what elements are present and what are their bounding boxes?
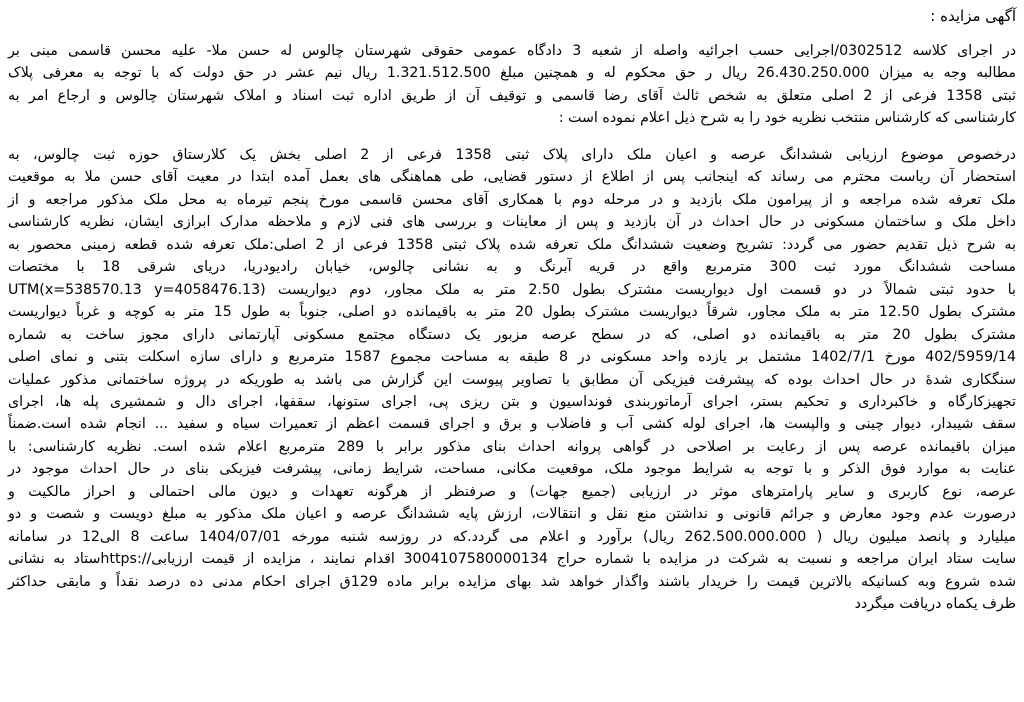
text-line: سایت ستاد ایران مراجعه و نسبت به شرکت در مزایده با شماره حراج 3004107580000134 اقدام نمایند ، مزایده از قیمت ارزیابی//:httpsستاد به نشانی (8, 551, 1016, 568)
text-line: درصورت عدم وجود معارض و جرائم قانونی و نداشتن منع نقل و انتقالات، ارزش پایه ششدانگ عرصه و اعیان ملک مذکور به مبلغ دویست و شصت و دو (8, 506, 1016, 523)
text-line: مشترک بطول 20 متر به باقیمانده دو اصلی، که در سطح عرصه مزبور یک دستگاه مجتمع مسکونی آپارتمانی دارای مجوز ساخت به شماره (8, 326, 1017, 343)
text-line: مساحت ششدانگ مورد ثبت 300 مترمربع واقع در قریه آبرنگ و به نشانی چالوس، خیابان رادیودریا، دریای شرقی 18 با مختصات (8, 259, 1016, 276)
text-line: ثبتی 1358 فرعی از 2 اصلی متعلق به شخص ثالث آقای رضا قاسمی و توقیف آن از طریق اداره ثبت اسناد و املاک شهرستان چالوس و ارجاع امر به (8, 87, 1016, 104)
text-line: کارشناسی که کارشناس منتخب نظریه خود را به شرح ذیل اعلام نموده است : (558, 110, 1016, 127)
text-line: میلیارد و پانصد میلیون ریال ( 262.500.000.000 ریال) برآورد و اعلام می گردد.که در روزسه شنبه مورخه 1404/07/01 ساعت 8 الی12 در سامانه (8, 528, 1016, 545)
text-line: ملک تعرفه شده مراجعه و از پیرامون ملک بازدید و در مرحله دوم با همکاری آقای محسن قاسمی مورخ پنجم تیرماه به محل ملک مذکور مراجعه و از (8, 191, 1016, 208)
notice-title: آگهی مزایده : (930, 7, 1016, 25)
text-line: درخصوص موضوع ارزیابی ششدانگ عرصه و اعیان ملک دارای پلاک ثبتی 1358 فرعی از 2 اصلی بخش یک کلارستاق حوزه ثبت چالوس، به (8, 147, 1016, 163)
text-line: ظرف یکماه دریافت میگردد (854, 596, 1016, 612)
text-line: در اجرای کلاسه 0302512/اجرایی حسب اجرائیه واصله از شعبه 3 دادگاه عمومی حقوقی شهرستان چالوس له حسن ملا- علیه محسن قاسمی مبنی بر (8, 43, 1017, 59)
text-line: تجهیزکارگاه و خاکبرداری و تحکیم بستر، اجرای آرماتوربندی فونداسیون و بتن ریزی پی، اجرای ستونها، سقفها، اجرای دال و شمشیری پله ها، اجرای (8, 393, 1016, 410)
text-line: با حدود ثبتی شمالاً در دو قسمت اول دیواریست مشترک بطول 2.50 متر به ملک مجاور، دوم دیواریست (UTM(x=538570.13 y=4058476.13 (8, 281, 1016, 298)
text-line: مشترک بطول 12.50 متر به ملک مجاور، شرقاً دیواریست مشترک بطول 20 متر به باقیمانده دو اصلی، جنوباً به طول 15 متر به کوچه و غرباً دیواریست (8, 304, 1017, 321)
text-line: عرصه، نوع کاربری و سایر پارامترهای موثر در ارزیابی (جمیع جهات) و صرفنظر از هرگونه تعهدات و دیون مالی احتمالی و احراز مالکیت و (8, 483, 1016, 500)
text-line: شده شروع وبه کسانیکه بالاترین قیمت را خریدار باشند واگذار خواهد شد بهای مزایده برابر ماده 129ق اجرای احکام مدنی ده درصد نقداً و مابقی حداکثر (8, 573, 1016, 590)
text-line: مطالبه وجه به میزان 26.430.250.000 ریال ر حق محکوم له و همچنین مبلغ 1.321.512.500 ریال نیم عشر در حق دولت که با توجه به معرفی پلاک (8, 65, 1017, 82)
text-line: استحضار آن ریاست محترم می رساند که اینجانب پس از اطلاع از دستور قضایی، طی هماهنگی های بعمل آمده ابتدا در معیت آقای حسن ملا به موقعیت (8, 169, 1016, 186)
text-line: سنگکاری شدهٔ در حال احداث بوده که پیشرفت فیزیکی آن مطابق با تصاویر پیوست این گزارش می باشد به طوریکه در پروژه ساختمانی مذکور عملیات (8, 371, 1016, 388)
text-line: به شرح ذیل تقدیم حضور می گردد: تشریح وضعیت ششدانگ ملک تعرفه شده پلاک ثبتی 1358 فرعی از 2 اصلی:ملک تعرفه شده قطعه زمینی محصور به (8, 236, 1016, 253)
text-line: داخل ملک و ساختمان مسکونی در حال احداث در آن بازدید و پس از معاینات و بررسی های فنی لازم و ملاحظه مدارک ابرازی ایشان، نظریه کارشناسی (8, 214, 1016, 231)
text-line: 402/5959/14 مورخ 1402/7/1 مشتمل بر یازده واحد مسکونی در 8 طبقه به مساحت مجموع 1587 مترمربع و دارای سازه اسکلت بتنی و نمای اصلی (8, 349, 1016, 366)
text-line: میزان باقیمانده عرصه پس از رعایت بر اصلاحی در گواهی پروانه احداث بنای مذکور برابر با 289 مترمربع اعلام شده است. نظریه کارشناسی: با (8, 438, 1016, 455)
text-line: عنایت به موارد فوق الذکر و با توجه به شرایط موجود ملک، موقعیت مکانی، مساحت، شرایط زمانی، پیشرفت فیزیکی بنای در حال احداث موجود در (8, 461, 1016, 478)
text-line: سقف شیبدار، دیوار چینی و والپست ها، اجرای لوله کشی آب و فاضلاب و برق و اجرای قسمت اعظم از تعمیرات سیاه و سفید ... انجام شده است.ضمناً (8, 416, 1016, 433)
